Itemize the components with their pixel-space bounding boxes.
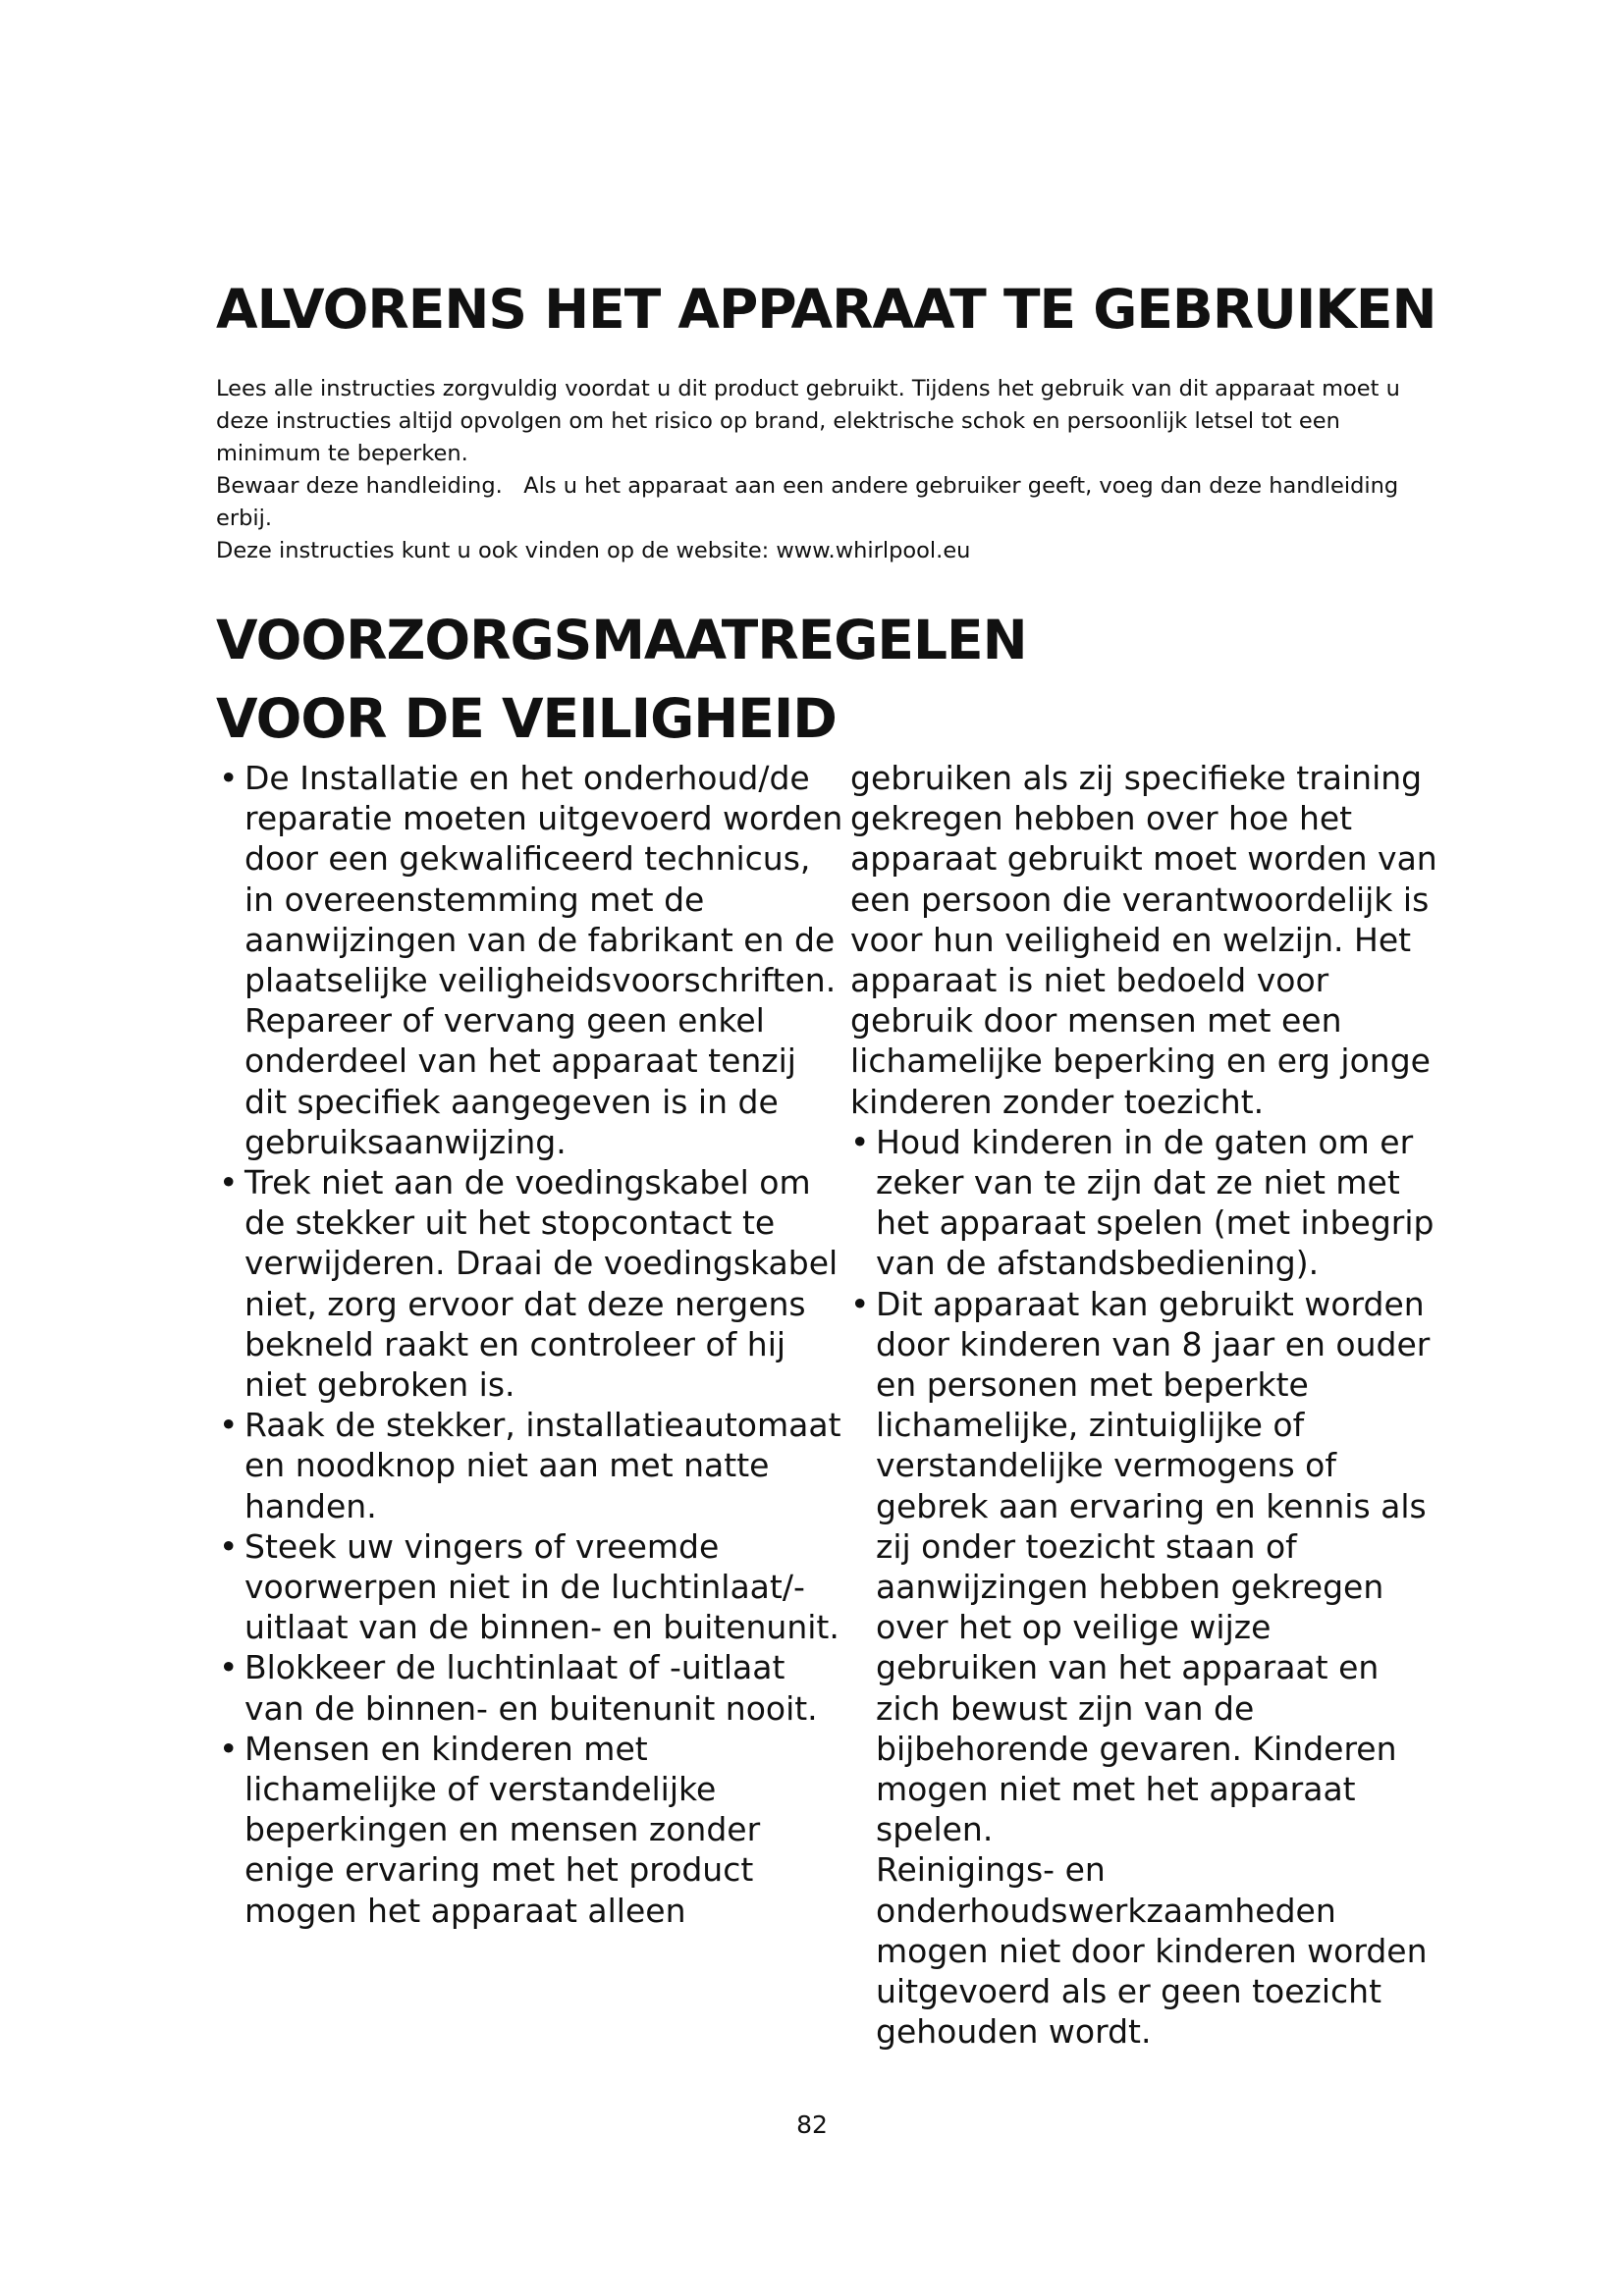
list-item-text: Steek uw vingers of vreemde voorwerpen niet in de luchtinlaat/-uitlaat van de binnen- en buitenunit. [244, 1526, 839, 1647]
bullet-icon: • [850, 1284, 870, 1323]
section-heading-safety [216, 601, 1027, 758]
list-item [219, 758, 847, 1162]
list-item-text: Dit apparaat kan gebruikt worden door kinderen van 8 jaar en ouder en personen met beperkte lichamelijke, zintuiglijke of verstandelijke vermogens of gebrek aan ervaring en kennis als zij onder toezicht staan of aanwijzingen hebben gekregen over het op veilige wijze gebruiken van het apparaat en zich bewust zijn van de bijbehorende gevaren. Kinderen mogen niet met het apparaat spelen. [876, 1284, 1431, 1849]
section-heading-before-use: ALVORENS HET APPARAAT TE GEBRUIKEN [216, 278, 1436, 341]
bullet-icon: • [219, 1406, 239, 1445]
page-number: 82 [796, 2110, 828, 2139]
list-item-text: Houd kinderen in de gaten om er zeker van te zijn dat ze niet met het apparaat spelen (met inbegrip van de afstandsbediening). [876, 1122, 1435, 1283]
list-item-trailing-text: Reinigings- en onderhoudswerkzaamheden mogen niet door kinderen worden uitgevoerd als er geen toezicht gehouden wordt. [876, 1850, 1428, 2052]
list-item-text: Mensen en kinderen met lichamelijke of verstandelijke beperkingen en mensen zonder enige ervaring met het product mogen het apparaat alleen [244, 1729, 761, 1930]
bullet-icon: • [219, 1163, 239, 1202]
list-item-continuation: gebruiken als zij specifieke training gekregen hebben over hoe het apparaat gebruikt moet worden van een persoon die verantwoordelijk is voor hun veiligheid en welzijn. Het apparaat is niet bedoeld voor gebruik door mensen met een lichamelijke beperking en erg jonge kinderen zonder toezicht. [850, 759, 1437, 1121]
list-item-text: Raak de stekker, installatieautomaat en noodknop niet aan met natte handen. [244, 1406, 841, 1525]
bullet-icon: • [219, 1526, 239, 1566]
section-heading-safety-line-1: VOORZORGSMAATREGELEN [216, 609, 1027, 671]
safety-list-right-column [850, 758, 1439, 2053]
intro-paragraph-keep-manual: Bewaar deze handleiding. Als u het apparaat aan een andere gebruiker geeft, voeg dan deze handleiding erbij. [216, 473, 1406, 531]
list-item [219, 1162, 847, 1405]
list-item [219, 1729, 847, 1931]
list-item-text: Trek niet aan de voedingskabel om de stekker uit het stopcontact te verwijderen. Draai de voedingskabel niet, zorg ervoor dat deze nergens bekneld raakt en controleer of hij niet gebroken is. [244, 1163, 839, 1405]
list-item [219, 1647, 847, 1728]
list-item [850, 1284, 1439, 1850]
list-item-text: Blokkeer de luchtinlaat of -uitlaat van de binnen- en buitenunit nooit. [244, 1648, 818, 1728]
list-item [219, 1405, 847, 1526]
list-item-text: De Installatie en het onderhoud/de reparatie moeten uitgevoerd worden door een gekwalificeerd technicus, in overeenstemming met de aanwijzingen van de fabrikant en de plaatselijke veiligheidsvoorschriften. Repareer of vervang geen enkel onderdeel van het apparaat tenzij dit specifiek aangegeven is in de gebruiksaanwijzing. [244, 759, 843, 1161]
bullet-icon: • [219, 759, 239, 797]
intro-text [216, 373, 1414, 567]
list-item [850, 1122, 1439, 1284]
bullet-icon: • [850, 1122, 870, 1161]
list-item [219, 1526, 847, 1648]
section-heading-safety-line-2: VOOR DE VEILIGHEID [216, 687, 837, 750]
bullet-icon: • [219, 1729, 239, 1768]
safety-list-left-column [219, 758, 847, 1931]
bullet-icon: • [219, 1648, 239, 1687]
intro-paragraph-read-instructions: Lees alle instructies zorgvuldig voordat u dit product gebruikt. Tijdens het gebruik van dit apparaat moet u deze instructies altijd opvolgen om het risico op brand, elektrische schok en persoonlijk letsel tot een minimum te beperken. [216, 376, 1400, 466]
intro-paragraph-website: Deze instructies kunt u ook vinden op de website: www.whirlpool.eu [216, 538, 971, 563]
